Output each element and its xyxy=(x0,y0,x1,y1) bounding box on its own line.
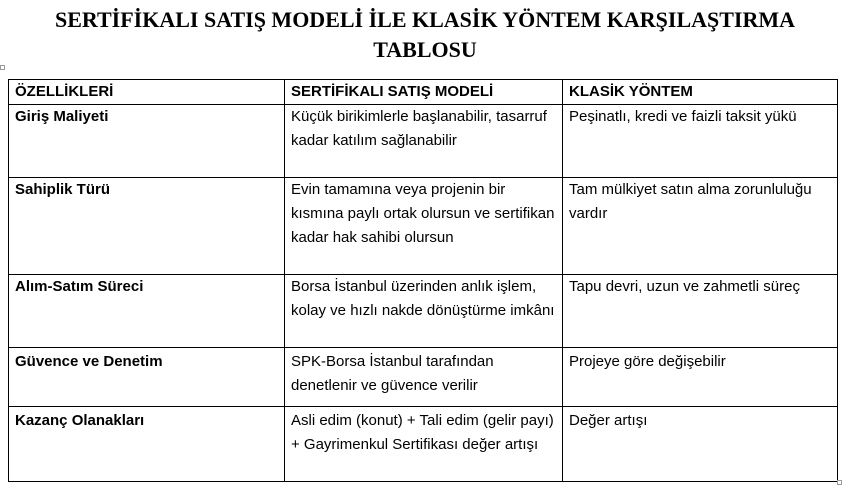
table-row xyxy=(9,407,838,482)
classic-cell: Tapu devri, uzun ve zahmetli süreç xyxy=(563,275,838,348)
title-line-1: SERTİFİKALI SATIŞ MODELİ İLE KLASİK YÖNTEM KARŞILAŞTIRMA xyxy=(54,7,796,32)
certified-cell: Asli edim (konut) + Tali edim (gelir payı) + Gayrimenkul Sertifikası değer artışı xyxy=(285,407,563,482)
classic-cell: Projeye göre değişebilir xyxy=(563,348,838,407)
certified-cell: Borsa İstanbul üzerinden anlık işlem, kolay ve hızlı nakde dönüştürme imkânı xyxy=(285,275,563,348)
table-row xyxy=(9,105,838,178)
certified-cell: Küçük birikimlerle başlanabilir, tasarruf kadar katılım sağlanabilir xyxy=(285,105,563,178)
feature-cell: Sahiplik Türü xyxy=(9,178,285,275)
header-classic-method: KLASİK YÖNTEM xyxy=(563,80,838,105)
feature-cell: Kazanç Olanakları xyxy=(9,407,285,482)
table-row xyxy=(9,275,838,348)
classic-cell: Peşinatlı, kredi ve faizli taksit yükü xyxy=(563,105,838,178)
feature-cell: Alım-Satım Süreci xyxy=(9,275,285,348)
table-resize-handle[interactable] xyxy=(837,480,842,485)
table-row xyxy=(9,348,838,407)
classic-cell: Değer artışı xyxy=(563,407,838,482)
feature-cell: Giriş Maliyeti xyxy=(9,105,285,178)
classic-cell: Tam mülkiyet satın alma zorunluluğu vardır xyxy=(563,178,838,275)
table-move-handle[interactable] xyxy=(0,65,5,70)
header-features: ÖZELLİKLERİ xyxy=(9,80,285,105)
certified-cell: Evin tamamına veya projenin bir kısmına paylı ortak olursun ve sertifikan kadar hak sahibi olursun xyxy=(285,178,563,275)
title-line-2: TABLOSU xyxy=(373,37,477,62)
table-header-row xyxy=(9,80,838,105)
header-certified-model: SERTİFİKALI SATIŞ MODELİ xyxy=(285,80,563,105)
comparison-table xyxy=(8,79,838,482)
certified-cell: SPK-Borsa İstanbul tarafından denetlenir ve güvence verilir xyxy=(285,348,563,407)
feature-cell: Güvence ve Denetim xyxy=(9,348,285,407)
table-row xyxy=(9,178,838,275)
document-title xyxy=(0,5,850,65)
